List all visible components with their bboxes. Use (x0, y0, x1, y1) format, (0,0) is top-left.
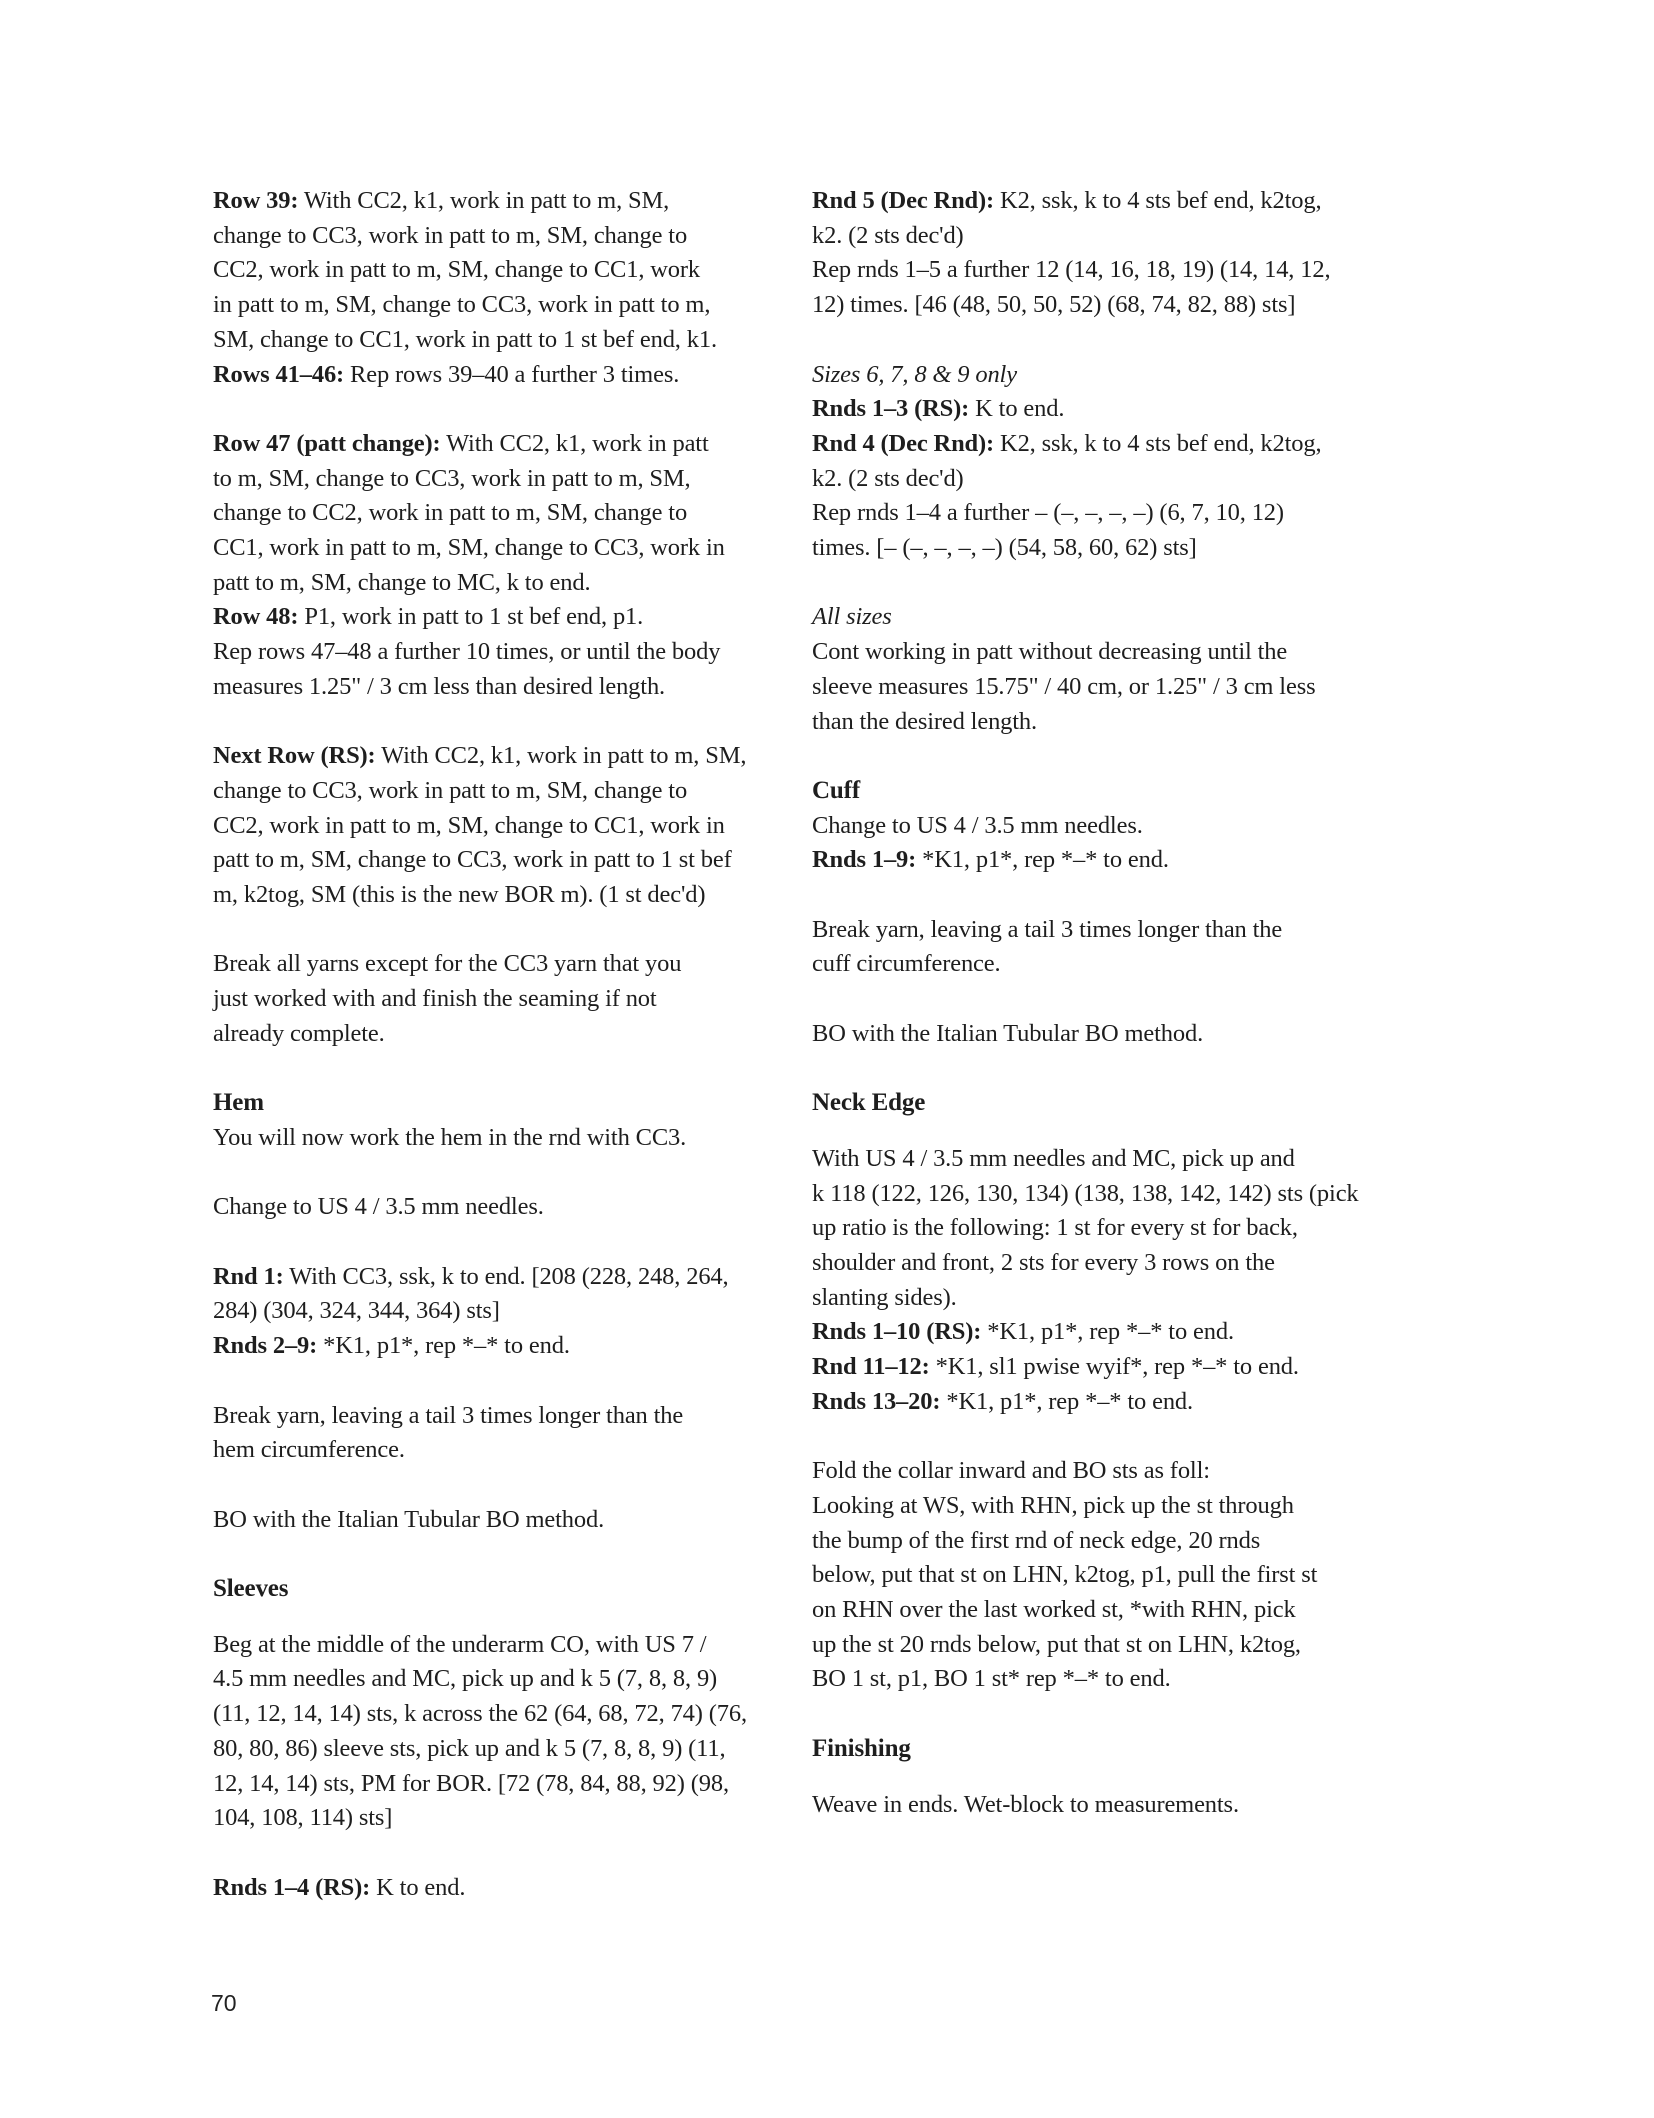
label: Rows 41–46: (213, 360, 345, 388)
text: below, put that st on LHN, k2tog, p1, pull the first st (812, 1561, 1318, 1589)
sleeves-heading: Sleeves (213, 1574, 289, 1602)
label: Rnds 2–9: (213, 1332, 318, 1360)
text: *K1, p1*, rep *–* to end. (940, 1387, 1194, 1415)
cuff-heading: Cuff (812, 776, 861, 804)
text: CC2, work in patt to m, SM, change to CC1, work (213, 256, 701, 284)
text: With US 4 / 3.5 mm needles and MC, pick up and (812, 1144, 1295, 1172)
text: Rep rows 47–48 a further 10 times, or until the body (213, 638, 721, 666)
text: the bump of the first rnd of neck edge, 20 rnds (812, 1526, 1261, 1554)
text: You will now work the hem in the rnd with CC3. (213, 1123, 687, 1151)
text: Change to US 4 / 3.5 mm needles. (213, 1193, 544, 1221)
text: 80, 80, 86) sleeve sts, pick up and k 5 (7, 8, 8, 9) (11, (213, 1734, 726, 1762)
label: Rnd 11–12: (812, 1353, 930, 1381)
text: slanting sides). (812, 1283, 957, 1311)
text: Beg at the middle of the underarm CO, with US 7 / (213, 1630, 707, 1658)
text: patt to m, SM, change to MC, k to end. (213, 568, 591, 596)
text: change to CC2, work in patt to m, SM, change to (213, 499, 688, 527)
all-sizes-heading: All sizes (812, 603, 892, 631)
text: change to CC3, work in patt to m, SM, change to (213, 221, 688, 249)
text: P1, work in patt to 1 st bef end, p1. (298, 603, 644, 631)
rows-41-46-instruction (213, 358, 768, 393)
label: Rnds 1–4 (RS): (213, 1873, 371, 1901)
text: 4.5 mm needles and MC, pick up and k 5 (7, 8, 8, 9) (213, 1665, 718, 1693)
text: K to end. (370, 1873, 466, 1901)
text: shoulder and front, 2 sts for every 3 rows on the (812, 1249, 1275, 1276)
text: than the desired length. (812, 707, 1037, 735)
text: times. [– (–, –, –, –) (54, 58, 60, 62) sts] (812, 534, 1197, 562)
label: Rnd 1: (213, 1262, 284, 1290)
label: Rnd 4 (Dec Rnd): (812, 429, 995, 457)
text: 12) times. [46 (48, 50, 50, 52) (68, 74, 82, 88) sts] (812, 291, 1296, 319)
text: K2, ssk, k to 4 sts bef end, k2tog, (994, 187, 1322, 214)
label: Rnds 13–20: (812, 1387, 941, 1415)
text: Looking at WS, with RHN, pick up the st through (812, 1491, 1294, 1519)
text: K2, ssk, k to 4 sts bef end, k2tog, (994, 429, 1322, 457)
hem-section (213, 1086, 768, 1537)
text: k2. (2 sts dec'd) (812, 221, 964, 249)
next-row-instruction (213, 739, 768, 913)
text: cuff circumference. (812, 950, 1001, 978)
sizes-heading: Sizes 6, 7, 8 & 9 only (812, 360, 1017, 388)
text: BO with the Italian Tubular BO method. (213, 1505, 605, 1533)
text: With CC2, k1, work in patt to m, SM, (298, 187, 670, 214)
finishing-section (812, 1732, 1372, 1822)
text: With CC3, ssk, k to end. [208 (228, 248, 264, (283, 1262, 729, 1290)
all-sizes-section (812, 600, 1372, 739)
text: change to CC3, work in patt to m, SM, change to (213, 776, 688, 804)
text: on RHN over the last worked st, *with RHN, pick (812, 1596, 1296, 1624)
label: Rnds 1–3 (RS): (812, 395, 970, 423)
text: patt to m, SM, change to CC3, work in patt to 1 st bef (213, 846, 732, 874)
text: 12, 14, 14) sts, PM for BOR. [72 (78, 84, 88, 92) (98, (213, 1769, 729, 1797)
neck-edge-section (812, 1086, 1372, 1697)
text: to m, SM, change to CC3, work in patt to m, SM, (213, 464, 691, 492)
cuff-section (812, 774, 1372, 1052)
text: Fold the collar inward and BO sts as foll: (812, 1457, 1210, 1485)
label: Rnd 5 (Dec Rnd): (812, 187, 995, 214)
text: Break yarn, leaving a tail 3 times longer than the (812, 915, 1283, 943)
text: With CC2, k1, work in patt to m, SM, (375, 742, 747, 770)
text: up the st 20 rnds below, put that st on LHN, k2tog, (812, 1630, 1301, 1658)
text: up ratio is the following: 1 st for every st for back, (812, 1214, 1298, 1242)
text: k2. (2 sts dec'd) (812, 464, 964, 492)
label: Row 47 (patt change): (213, 429, 441, 457)
page-number: 70 (211, 1990, 237, 2016)
text: K to end. (969, 395, 1065, 423)
text: Break yarn, leaving a tail 3 times longer than the (213, 1401, 684, 1429)
label: Rnds 1–10 (RS): (812, 1318, 982, 1346)
break-all-yarns-paragraph (213, 947, 768, 1051)
text: *K1, p1*, rep *–* to end. (981, 1318, 1234, 1346)
text: in patt to m, SM, change to CC3, work in patt to m, (213, 291, 711, 319)
neck-edge-heading: Neck Edge (812, 1089, 926, 1117)
text: hem circumference. (213, 1436, 405, 1464)
text: Rep rnds 1–4 a further – (–, –, –, –) (6, 7, 10, 12) (812, 499, 1284, 527)
finishing-heading: Finishing (812, 1734, 911, 1762)
text: Change to US 4 / 3.5 mm needles. (812, 811, 1143, 839)
text: already complete. (213, 1019, 385, 1047)
text: With CC2, k1, work in patt (440, 429, 709, 457)
row-47-instruction (213, 427, 768, 705)
text: k 118 (122, 126, 130, 134) (138, 138, 142, 142) sts (pick (812, 1179, 1359, 1207)
text: sleeve measures 15.75" / 40 cm, or 1.25" / 3 cm less (812, 672, 1316, 700)
text: SM, change to CC1, work in patt to 1 st bef end, k1. (213, 325, 717, 353)
sleeves-section (213, 1572, 768, 1905)
text: 284) (304, 324, 344, 364) sts] (213, 1297, 500, 1325)
text: m, k2tog, SM (this is the new BOR m). (1 st dec'd) (213, 881, 706, 909)
row-39-label: Row 39: (213, 187, 299, 214)
row-48-instruction (213, 600, 768, 635)
text: Rep rows 39–40 a further 3 times. (344, 360, 680, 388)
row-39-instruction (213, 184, 768, 392)
text: just worked with and finish the seaming if not (213, 985, 657, 1013)
text: Rep rnds 1–5 a further 12 (14, 16, 18, 19) (14, 14, 12, (812, 256, 1331, 284)
text: measures 1.25" / 3 cm less than desired length. (213, 672, 666, 700)
text: (11, 12, 14, 14) sts, k across the 62 (64, 68, 72, 74) (76, (213, 1700, 747, 1728)
text: Break all yarns except for the CC3 yarn that you (213, 950, 682, 978)
hem-heading: Hem (213, 1089, 264, 1117)
text: *K1, sl1 pwise wyif*, rep *–* to end. (929, 1353, 1299, 1381)
text: Weave in ends. Wet-block to measurements. (812, 1790, 1239, 1818)
rnd-5-instruction (812, 184, 1372, 323)
label: Next Row (RS): (213, 742, 376, 770)
left-column (213, 184, 768, 1905)
sizes-6-9-section (812, 358, 1372, 566)
label: Rnds 1–9: (812, 846, 917, 874)
text: *K1, p1*, rep *–* to end. (317, 1332, 570, 1360)
text: CC1, work in patt to m, SM, change to CC3, work in (213, 534, 725, 562)
right-column (812, 184, 1372, 1822)
text: BO 1 st, p1, BO 1 st* rep *–* to end. (812, 1665, 1171, 1693)
label: Row 48: (213, 603, 299, 631)
text: 104, 108, 114) sts] (213, 1804, 393, 1832)
text: Cont working in patt without decreasing until the (812, 638, 1288, 666)
text: BO with the Italian Tubular BO method. (812, 1019, 1204, 1047)
text: CC2, work in patt to m, SM, change to CC1, work in (213, 811, 725, 839)
text: *K1, p1*, rep *–* to end. (916, 846, 1169, 874)
